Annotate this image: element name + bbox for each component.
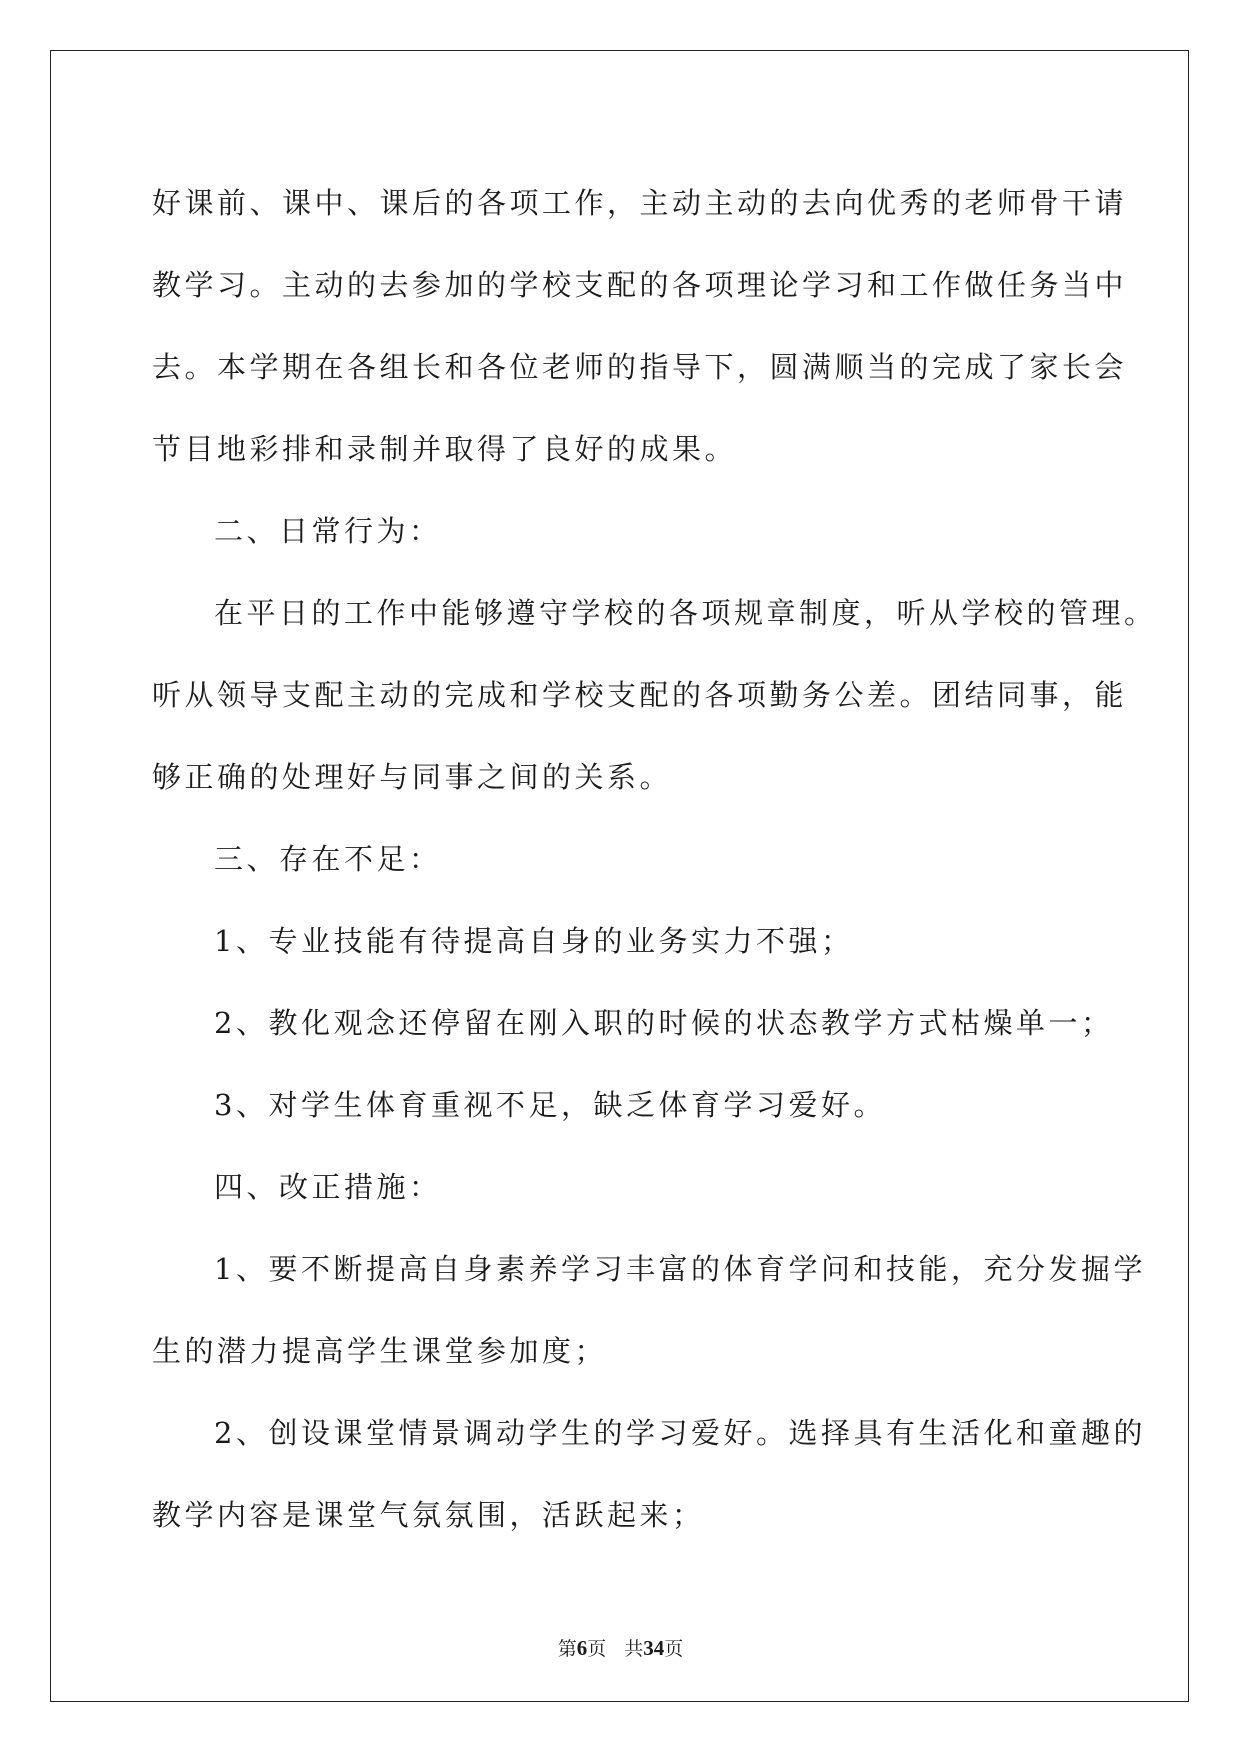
- text-line: 好课前、课中、课后的各项工作，主动主动的去向优秀的老师骨干请: [152, 186, 1128, 220]
- list-item: 1、专业技能有待提高自身的业务实力不强；: [214, 924, 854, 958]
- section-heading: 三、存在不足：: [214, 842, 442, 876]
- total-label-suffix: 页: [664, 1638, 684, 1660]
- text-line: 教学内容是课堂气氛氛围，活跃起来；: [152, 1498, 705, 1532]
- list-item: 2、创设课堂情景调动学生的学习爱好。选择具有生活化和童趣的: [214, 1416, 1146, 1450]
- text-line: 教学习。主动的去参加的学校支配的各项理论学习和工作做任务当中: [152, 268, 1128, 302]
- page-footer: [0, 1636, 1241, 1661]
- text-line: 生的潜力提高学生课堂参加度；: [152, 1334, 608, 1368]
- list-item: 2、教化观念还停留在刚入职的时候的状态教学方式枯燥单一；: [214, 1006, 1114, 1040]
- text-line: 够正确的处理好与同事之间的关系。: [152, 760, 673, 794]
- page-label-prefix: 第: [557, 1638, 577, 1660]
- total-pages: 34: [643, 1636, 665, 1660]
- text-line: 去。本学期在各组长和各位老师的指导下，圆满顺当的完成了家长会: [152, 350, 1128, 384]
- list-item: 1、要不断提高自身素养学习丰富的体育学问和技能，充分发掘学: [214, 1252, 1146, 1286]
- section-heading: 二、日常行为：: [214, 514, 442, 548]
- text-line: 听从领导支配主动的完成和学校支配的各项勤务公差。团结同事，能: [152, 678, 1128, 712]
- page-number: 6: [576, 1636, 588, 1660]
- text-line: 在平日的工作中能够遵守学校的各项规章制度，听从学校的管理。: [214, 596, 1157, 630]
- document-body: [152, 162, 1157, 1556]
- section-heading: 四、改正措施：: [214, 1170, 442, 1204]
- text-line: 节目地彩排和录制并取得了良好的成果。: [152, 432, 738, 466]
- page-label-suffix: 页: [587, 1638, 607, 1660]
- total-label-prefix: 共: [624, 1638, 644, 1660]
- list-item: 3、对学生体育重视不足，缺乏体育学习爱好。: [214, 1088, 886, 1122]
